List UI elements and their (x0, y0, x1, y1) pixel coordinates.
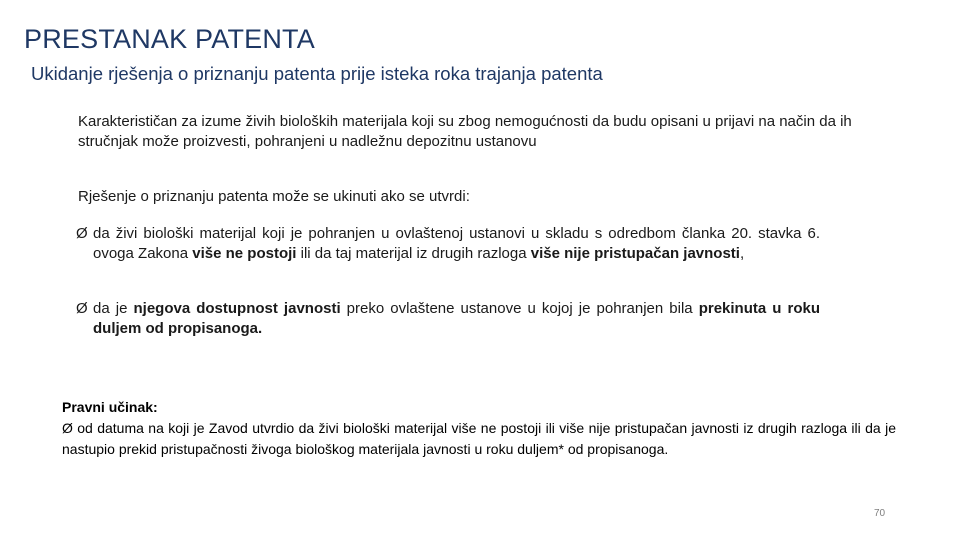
page-number: 70 (874, 508, 886, 519)
bullet-text-part: da živi biološki materijal koji je pohranjen u ovlaštenoj ustanovi u skladu s odredbom članka 20. stavka 6. ovoga Zakona (93, 225, 820, 262)
arrow-bullet-icon: Ø (62, 420, 73, 436)
bullet-text-bold: njegova dostupnost javnosti (133, 300, 341, 317)
legal-effect-body: od datuma na koji je Zavod utvrdio da živi biološki materijal više ne postoji ili više nije pristupačan javnosti iz drugih razloga ili da je nastupio prekid pristupačnosti živoga biološkog materijala javnosti u roku duljem* od propisanoga. (62, 420, 896, 457)
bullet-text-part: preko ovlaštene ustanove u kojoj je pohranjen bila (340, 300, 699, 317)
bullet-item (76, 224, 820, 264)
bullet-text-part: ili da taj materijal iz drugih razloga (296, 245, 531, 262)
intro-paragraph: Karakterističan za izume živih bioloških materijala koji su zbog nemogućnosti da budu opisani u prijavi na način da ih stručnjak može proizvesti, pohranjeni u nadležnu depozitnu ustanovu (78, 113, 852, 150)
bullet-text-bold: prekinuta u roku duljem od propisanoga. (93, 300, 820, 337)
slide-subtitle: Ukidanje rješenja o priznanju patenta prije isteka roka trajanja patenta (31, 63, 603, 84)
legal-effect-title: Pravni učinak: (62, 399, 158, 415)
bullet-text-bold: više nije pristupačan javnosti (530, 245, 740, 262)
legal-effect-block (62, 397, 896, 460)
bullet-text-part: da je (93, 300, 134, 317)
arrow-bullet-icon: Ø (76, 300, 88, 317)
bullet-text-part: , (739, 245, 745, 262)
legal-effect-text (62, 418, 896, 460)
bullet-text (76, 224, 820, 264)
slide-title: PRESTANAK PATENTA (24, 24, 315, 54)
lead-sentence: Rješenje o priznanju patenta može se ukinuti ako se utvrdi: (78, 188, 470, 205)
bullet-item (76, 299, 820, 339)
bullet-text (76, 299, 820, 339)
bullet-text-bold: više ne postoji (192, 245, 297, 262)
arrow-bullet-icon: Ø (76, 225, 88, 242)
